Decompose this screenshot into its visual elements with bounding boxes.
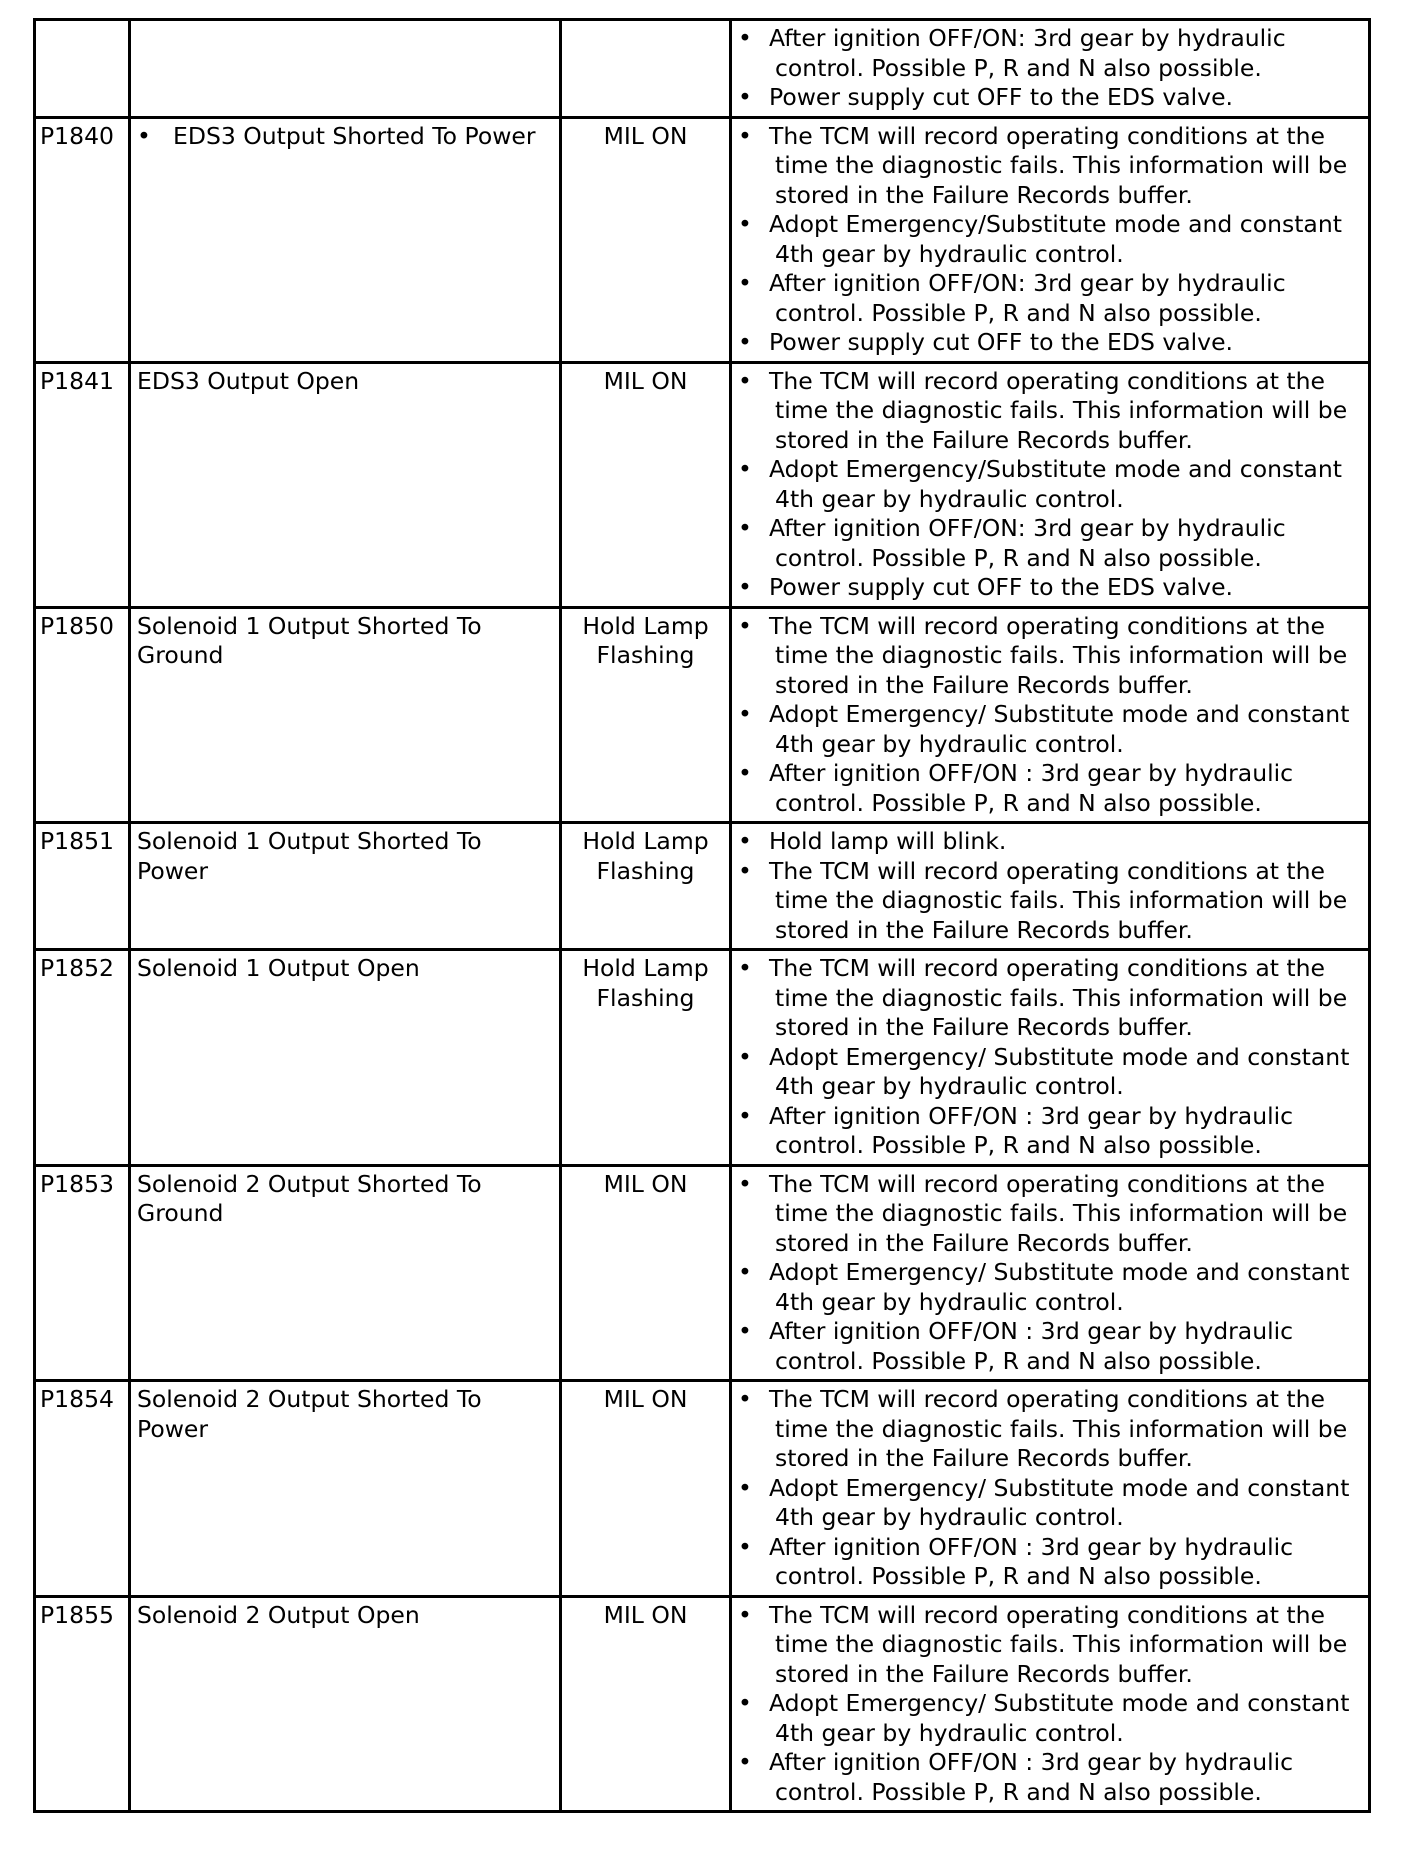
dtc-description: Solenoid 2 Output Shorted To Ground [137,1169,482,1227]
action-list [738,1170,1362,1377]
dtc-indicator-cell: Hold Lamp Flashing [561,607,731,823]
dtc-actions-cell [731,1381,1370,1597]
action-item: • After ignition OFF/ON: 3rd gear by hydraulic control. Possible P, R and N also possible. [738,24,1362,83]
dtc-table-body [35,20,1370,1812]
dtc-code-cell: P1852 [35,950,130,1166]
dtc-description-cell [130,607,561,823]
dtc-description: EDS3 Output Open [137,366,360,395]
dtc-indicator-cell: MIL ON [561,117,731,362]
action-item: • The TCM will record operating conditions at the time the diagnostic fails. This information will be stored in the Failure Records buffer. [738,1170,1362,1259]
action-item: • Adopt Emergency/ Substitute mode and constant 4th gear by hydraulic control. [738,1474,1362,1533]
dtc-description-cell [130,1596,561,1812]
dtc-code-cell: P1850 [35,607,130,823]
action-item: • Hold lamp will blink. [738,827,1362,857]
dtc-actions-cell [731,362,1370,607]
action-item: • After ignition OFF/ON: 3rd gear by hydraulic control. Possible P, R and N also possible. [738,514,1362,573]
action-list [738,612,1362,819]
dtc-actions-cell [731,1165,1370,1381]
dtc-indicator-cell: MIL ON [561,1596,731,1812]
dtc-indicator-cell: MIL ON [561,1165,731,1381]
action-item: • Power supply cut OFF to the EDS valve. [738,573,1362,603]
table-row [35,823,1370,950]
action-item: • The TCM will record operating conditions at the time the diagnostic fails. This information will be stored in the Failure Records buffer. [738,367,1362,456]
action-item: • Power supply cut OFF to the EDS valve. [738,83,1362,113]
action-item: • Adopt Emergency/ Substitute mode and constant 4th gear by hydraulic control. [738,700,1362,759]
dtc-indicator-cell: Hold Lamp Flashing [561,950,731,1166]
dtc-description-cell [130,20,561,118]
dtc-code-cell: P1840 [35,117,130,362]
dtc-description: Solenoid 1 Output Open [137,954,420,982]
action-item: • The TCM will record operating conditions at the time the diagnostic fails. This information will be stored in the Failure Records buffer. [738,122,1362,211]
action-item: • After ignition OFF/ON : 3rd gear by hydraulic control. Possible P, R and N also possible. [738,1748,1362,1807]
dtc-code-cell: P1854 [35,1381,130,1597]
dtc-code-cell: P1853 [35,1165,130,1381]
action-list [738,24,1362,113]
table-row [35,117,1370,362]
dtc-description: • EDS3 Output Shorted To Power [137,122,553,152]
action-item: • The TCM will record operating conditions at the time the diagnostic fails. This information will be stored in the Failure Records buffer. [738,954,1362,1043]
dtc-code-cell [35,20,130,118]
dtc-actions-cell [731,607,1370,823]
dtc-description-cell [130,362,561,607]
action-item: • Power supply cut OFF to the EDS valve. [738,328,1362,358]
dtc-description-cell [130,950,561,1166]
table-row [35,1165,1370,1381]
dtc-table [33,18,1371,1813]
action-item: • Adopt Emergency/Substitute mode and constant 4th gear by hydraulic control. [738,210,1362,269]
action-item: • After ignition OFF/ON : 3rd gear by hydraulic control. Possible P, R and N also possible. [738,1317,1362,1376]
action-item: • After ignition OFF/ON : 3rd gear by hydraulic control. Possible P, R and N also possible. [738,1102,1362,1161]
table-row [35,20,1370,118]
dtc-description: Solenoid 2 Output Open [137,1600,420,1629]
dtc-actions-cell [731,823,1370,950]
action-item: • The TCM will record operating conditions at the time the diagnostic fails. This information will be stored in the Failure Records buffer. [738,612,1362,701]
action-item: • Adopt Emergency/Substitute mode and constant 4th gear by hydraulic control. [738,455,1362,514]
dtc-description: Solenoid 2 Output Shorted To Power [137,1385,482,1443]
table-row [35,1381,1370,1597]
action-item: • After ignition OFF/ON : 3rd gear by hydraulic control. Possible P, R and N also possible. [738,1533,1362,1592]
dtc-actions-cell [731,20,1370,118]
action-item: • Adopt Emergency/ Substitute mode and constant 4th gear by hydraulic control. [738,1043,1362,1102]
action-item: • Adopt Emergency/ Substitute mode and constant 4th gear by hydraulic control. [738,1258,1362,1317]
dtc-actions-cell [731,950,1370,1166]
dtc-description: Solenoid 1 Output Shorted To Ground [137,611,482,669]
action-item: • The TCM will record operating conditions at the time the diagnostic fails. This information will be stored in the Failure Records buffer. [738,1601,1362,1690]
table-row [35,607,1370,823]
dtc-indicator-cell: MIL ON [561,1381,731,1597]
action-list [738,1601,1362,1808]
dtc-description: Solenoid 1 Output Shorted To Power [137,827,482,885]
dtc-description-cell [130,823,561,950]
dtc-indicator-cell [561,20,731,118]
dtc-indicator-cell: Hold Lamp Flashing [561,823,731,950]
action-item: • The TCM will record operating conditions at the time the diagnostic fails. This information will be stored in the Failure Records buffer. [738,1385,1362,1474]
table-row [35,1596,1370,1812]
action-item: • The TCM will record operating conditions at the time the diagnostic fails. This information will be stored in the Failure Records buffer. [738,857,1362,946]
dtc-indicator-cell: MIL ON [561,362,731,607]
action-item: • After ignition OFF/ON: 3rd gear by hydraulic control. Possible P, R and N also possible. [738,269,1362,328]
table-row [35,950,1370,1166]
dtc-code-cell: P1841 [35,362,130,607]
action-list [738,1385,1362,1592]
table-row [35,362,1370,607]
dtc-code-cell: P1855 [35,1596,130,1812]
action-list [738,954,1362,1161]
dtc-description-cell [130,117,561,362]
action-item: • After ignition OFF/ON : 3rd gear by hydraulic control. Possible P, R and N also possible. [738,759,1362,818]
action-item: • Adopt Emergency/ Substitute mode and constant 4th gear by hydraulic control. [738,1689,1362,1748]
dtc-description-cell [130,1381,561,1597]
dtc-description-cell [130,1165,561,1381]
dtc-code-cell: P1851 [35,823,130,950]
action-list [738,827,1362,945]
dtc-actions-cell [731,1596,1370,1812]
dtc-actions-cell [731,117,1370,362]
action-list [738,367,1362,603]
action-list [738,122,1362,358]
